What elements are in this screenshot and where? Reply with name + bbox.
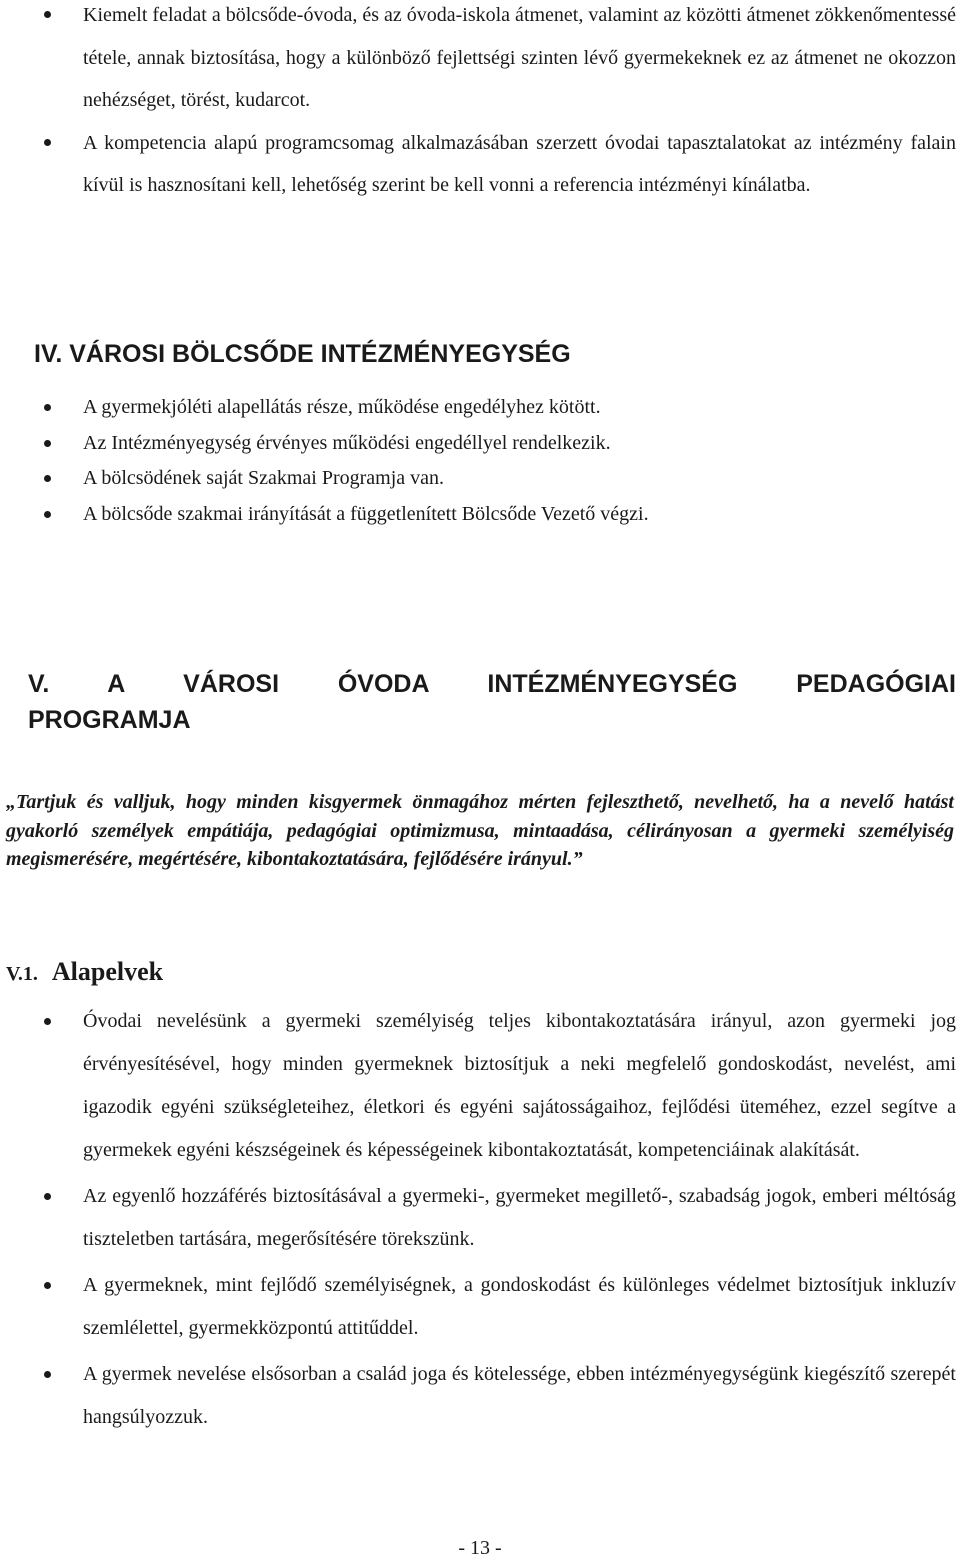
list-item: A gyermek nevelése elsősorban a család joga és kötelessége, ebben intézményegységünk kiegészítő szerepét hangsúlyozzuk. bbox=[0, 1353, 960, 1439]
section-v-heading-line1: V. A VÁROSI ÓVODA INTÉZMÉNYEGYSÉG PEDAGÓGIAI bbox=[28, 670, 956, 698]
section-iv-heading: IV. VÁROSI BÖLCSŐDE INTÉZMÉNYEGYSÉG bbox=[34, 340, 571, 368]
list-item: Az egyenlő hozzáférés biztosításával a gyermeki-, gyermeket megillető-, szabadság jogok, emberi méltóság tiszteletben tartására, megerősítésére törekszünk. bbox=[0, 1175, 960, 1261]
list-item: A gyermeknek, mint fejlődő személyiségnek, a gondoskodást és különleges védelmet biztosítjuk inkluzív szemlélettel, gyermekközpontú attitűddel. bbox=[0, 1264, 960, 1350]
list-item: Az Intézményegység érvényes működési engedéllyel rendelkezik. bbox=[0, 426, 960, 462]
list-item: Óvodai nevelésünk a gyermeki személyiség teljes kibontakoztatására irányul, azon gyermeki jog érvényesítésével, hogy minden gyermeknek biztosítjuk a neki megfelelő gondoskodást, nevelést, ami igazodik egyéni szükségleteihez, életkori és egyéni sajátosságaihoz, fejlődési üteméhez, ezzel segítve a gyermekek egyéni készségeinek és képességeinek kibontakoztatását, kompetenciáinak alakítását. bbox=[0, 1000, 960, 1172]
section-v1-title: Alapelvek bbox=[51, 957, 164, 986]
list-item: A bölcsödének saját Szakmai Programja van. bbox=[0, 461, 960, 497]
section-v1-number: V.1. bbox=[6, 963, 38, 985]
list-item: Kiemelt feladat a bölcsőde-óvoda, és az óvoda-iskola átmenet, valamint az közötti átmenet zökkenőmentessé tétele, annak biztosítása, hogy a különböző fejlettségi szinten lévő gyermekeknek ez az átmenet ne okozzon nehézséget, törést, kudarcot. bbox=[0, 0, 960, 122]
list-item: A bölcsőde szakmai irányítását a függetlenített Bölcsőde Vezető végzi. bbox=[0, 497, 960, 533]
section-v-heading-line2: PROGRAMJA bbox=[28, 706, 191, 734]
section-v1-bullet-list bbox=[0, 1000, 960, 1439]
section-v1-heading bbox=[6, 957, 163, 987]
section-v-heading bbox=[28, 666, 956, 738]
section-iv-bullet-list bbox=[0, 390, 960, 532]
list-item: A kompetencia alapú programcsomag alkalmazásában szerzett óvodai tapasztalatokat az intézmény falain kívül is hasznosítani kell, lehetőség szerint be kell vonni a referencia intézményi kínálatba. bbox=[0, 122, 960, 207]
list-item: A gyermekjóléti alapellátás része, működése engedélyhez kötött. bbox=[0, 390, 960, 426]
intro-bullet-list bbox=[0, 0, 960, 207]
program-motto-quote: „Tartjuk és valljuk, hogy minden kisgyermek önmagához mérten fejleszthető, nevelhető, ha a nevelő hatást gyakorló személyek empátiája, pedagógiai optimizmusa, mintaadása, célirányosan a gyermeki személyiség megismerésére, megértésére, kibontakoztatására, fejlődésére irányul.” bbox=[6, 791, 954, 870]
page-number: - 13 - bbox=[458, 1537, 502, 1559]
